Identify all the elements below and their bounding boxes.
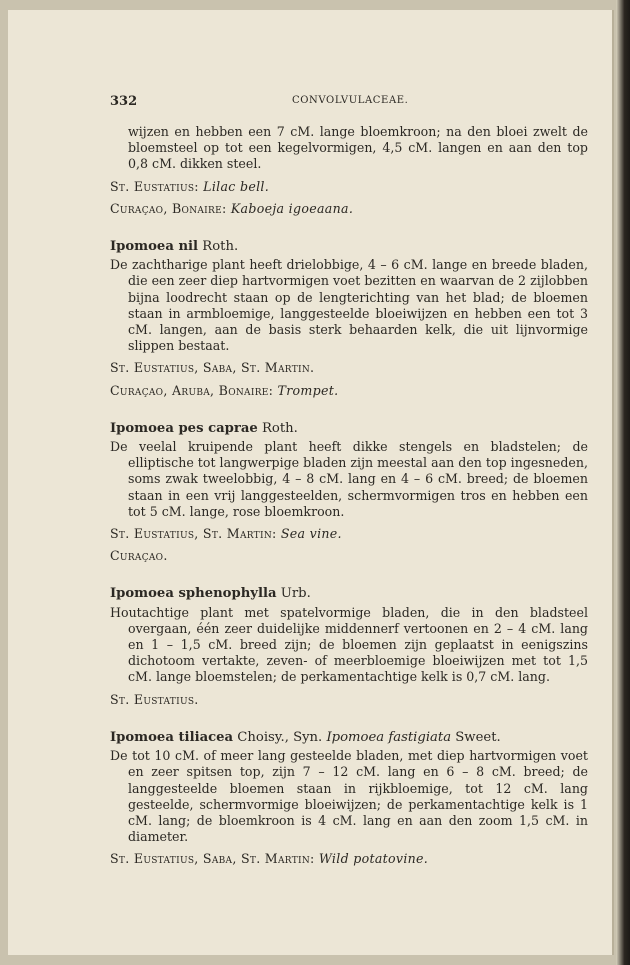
vernacular-name: Trompet. xyxy=(277,382,339,398)
page-number: 332 xyxy=(110,94,138,109)
species-name: Ipomoea tiliacea xyxy=(110,729,234,745)
species-heading xyxy=(110,586,588,602)
running-title: CONVOLVULACEAE. xyxy=(292,95,409,106)
locality-line xyxy=(110,360,588,376)
locality-line xyxy=(110,179,588,195)
locality-line xyxy=(110,692,588,708)
species-description: De veelal kruipende plant heeft dikke stengels en bladstelen; de elliptische tot langwerpige bladen zijn meestal aan den top ingesneden, soms zwak tweelobbig, 4 – 8 cM. lang en 4 – 6 cM. breed; de bloemen staan in een vrij langgesteelden, schermvormigen tros en hebben een tot 5 cM. lange, rose bloemkroon. xyxy=(110,439,588,519)
species-name: Ipomoea nil xyxy=(110,239,199,255)
species-heading xyxy=(110,239,588,255)
species-name: Ipomoea sphenophylla xyxy=(110,586,277,602)
locality-places: St. Eustatius, Saba, St. Martin: xyxy=(110,851,315,867)
species-author: Urb. xyxy=(280,586,311,602)
vernacular-name: Lilac bell. xyxy=(203,178,270,194)
species-author: Roth. xyxy=(202,239,239,255)
locality-places: Curaçao, Bonaire: xyxy=(110,200,227,216)
species-heading xyxy=(110,421,588,437)
synonym-author: Sweet. xyxy=(455,729,501,745)
species-author: Roth. xyxy=(261,420,298,436)
locality-line xyxy=(110,548,588,564)
species-name: Ipomoea pes caprae xyxy=(110,420,258,436)
locality-places: St. Eustatius. xyxy=(110,691,199,707)
species-description: De zachtharige plant heeft drielobbige, 4 – 6 cM. lange en breede bladen, die een zeer diep hartvormigen voet bezitten en waarvan de 2 zijlobben bijna loodrecht staan op de lengterichting van het blad; de bloemen staan in armbloemige, langgesteelde bloeiwijzen en hebben een tot 3 cM. langen, aan de basis sterk behaarden kelk, die uit lijnvormige slippen bestaat. xyxy=(110,257,588,354)
species-synonym: Ipomoea fastigiata xyxy=(326,729,452,745)
species-author: Choisy., Syn. xyxy=(237,729,323,745)
locality-places: St. Eustatius: xyxy=(110,178,199,194)
running-head xyxy=(110,94,590,110)
locality-line xyxy=(110,201,588,217)
locality-places: Curaçao, Aruba, Bonaire: xyxy=(110,382,274,398)
vernacular-name: Wild potatovine. xyxy=(318,851,429,867)
species-description: Houtachtige plant met spatelvormige bladen, die in den bladsteel overgaan, één zeer duidelijke middennerf vertoonen en 2 – 4 cM. lang en 1 – 1,5 cM. breed zijn; de bloemen zijn geplaatst in eenigszins dichotoom vertakte, zeven- of meerbloemige bloeiwijzen met tot 1,5 cM. lange bloemstelen; de perkamentachtige kelk is 0,7 cM. lang. xyxy=(110,604,588,685)
locality-line xyxy=(110,383,588,399)
page-body xyxy=(110,124,588,868)
book-spine xyxy=(616,0,630,965)
locality-line xyxy=(110,851,588,867)
vernacular-name: Kaboeja igoeaana. xyxy=(230,200,354,216)
locality-places: St. Eustatius, St. Martin: xyxy=(110,526,277,542)
species-description: De tot 10 cM. of meer lang gesteelde bladen, met diep hartvormigen voet en zeer spitsen top, zijn 7 – 12 cM. lang en 6 – 8 cM. breed; de langgesteelde bloemen staan in rijkbloemige, tot 12 cM. lang gesteelde, schermvormige bloeiwijzen; de perkamentachtige kelk is 1 cM. lang; de bloemkroon is 4 cM. lang en aan den zoom 1,5 cM. in diameter. xyxy=(110,748,588,845)
locality-line xyxy=(110,526,588,542)
locality-places: St. Eustatius, Saba, St. Martin. xyxy=(110,360,315,376)
continued-description: wijzen en hebben een 7 cM. lange bloemkroon; na den bloei zwelt de bloemsteel op tot een kegelvormigen, 4,5 cM. langen en aan den top 0,8 cM. dikken steel. xyxy=(128,124,588,172)
locality-places: Curaçao. xyxy=(110,548,168,564)
species-heading xyxy=(110,730,588,746)
vernacular-name: Sea vine. xyxy=(280,526,342,542)
